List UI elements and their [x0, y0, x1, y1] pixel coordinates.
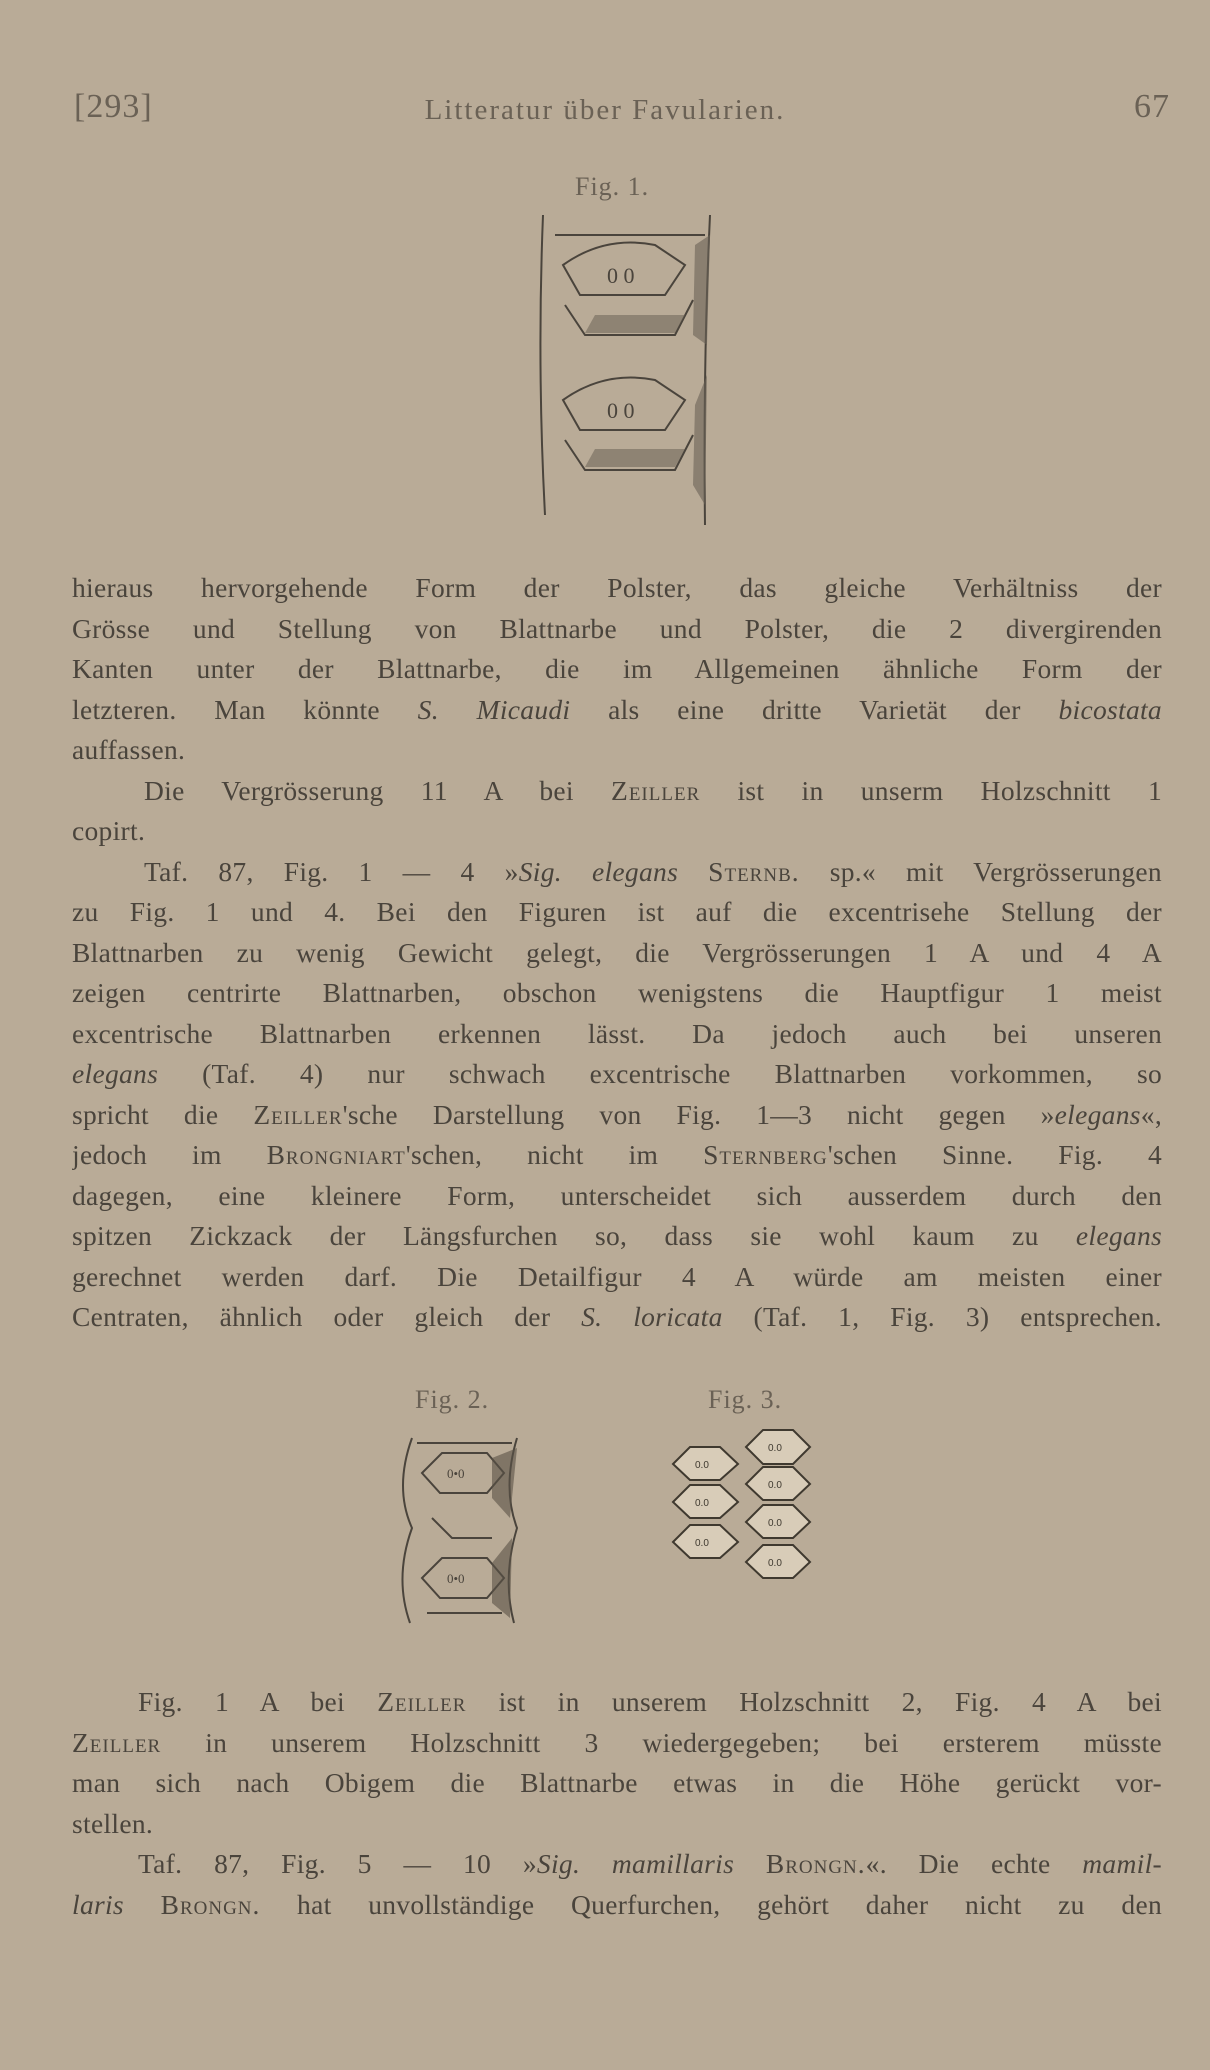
svg-text:0•0: 0•0	[447, 1466, 465, 1481]
text-line: Zeiller in unserem Holzschnitt 3 wiedergegeben; bei ersterem müsste	[72, 1726, 1162, 1758]
svg-text:0.0: 0.0	[768, 1480, 782, 1491]
svg-text:0.0: 0.0	[768, 1518, 782, 1529]
text-line: laris Brongn. hat unvollständige Querfurchen, gehört daher nicht zu den	[72, 1888, 1162, 1920]
figure-1-woodcut	[535, 205, 720, 540]
figure-2-caption: Fig. 2.	[415, 1385, 490, 1414]
figure-2-woodcut	[392, 1428, 532, 1633]
text-line: Taf. 87, Fig. 1 — 4 »Sig. elegans Sternb. sp.« mit Vergrösserungen	[144, 855, 1162, 887]
svg-text:0.0: 0.0	[695, 1460, 709, 1471]
text-line: jedoch im Brongniart'schen, nicht im Sternberg'schen Sinne. Fig. 4	[72, 1139, 1162, 1170]
text-line: stellen.	[72, 1807, 154, 1839]
text-line: Die Vergrösserung 11 A bei Zeiller ist in unserm Holzschnitt 1	[144, 774, 1162, 806]
text-line: zu Fig. 1 und 4. Bei den Figuren ist auf die excentrisehe Stellung der	[72, 896, 1162, 927]
page-reference: [293]	[74, 88, 153, 125]
figure-3-woodcut	[668, 1422, 838, 1597]
svg-text:0•0: 0•0	[447, 1571, 465, 1586]
svg-text:0 0: 0 0	[607, 398, 635, 423]
text-line: spricht die Zeiller'sche Darstellung von Fig. 1—3 nicht gegen »elegans«,	[72, 1098, 1162, 1130]
figure-1-caption: Fig. 1.	[575, 172, 650, 201]
svg-text:0 0: 0 0	[607, 263, 635, 288]
text-line: Fig. 1 A bei Zeiller ist in unserem Holzschnitt 2, Fig. 4 A bei	[138, 1686, 1162, 1717]
figure-3-caption: Fig. 3.	[708, 1385, 783, 1414]
text-line: man sich nach Obigem die Blattnarbe etwas in die Höhe gerückt vor-	[72, 1767, 1162, 1798]
text-line: spitzen Zickzack der Längsfurchen so, dass sie wohl kaum zu elegans	[72, 1220, 1162, 1251]
text-line: Blattnarben zu wenig Gewicht gelegt, die Vergrösserungen 1 A und 4 A	[72, 936, 1162, 968]
text-line: elegans (Taf. 4) nur schwach excentrische Blattnarben vorkommen, so	[72, 1058, 1162, 1089]
svg-text:0.0: 0.0	[695, 1538, 709, 1549]
svg-text:0.0: 0.0	[695, 1498, 709, 1509]
text-line: Centraten, ähnlich oder gleich der S. loricata (Taf. 1, Fig. 3) entsprechen.	[72, 1301, 1162, 1332]
text-line: hieraus hervorgehende Form der Polster, das gleiche Verhältniss der	[72, 572, 1162, 603]
text-line: Grösse und Stellung von Blattnarbe und Polster, die 2 divergirenden	[72, 612, 1162, 644]
text-line: gerechnet werden darf. Die Detailfigur 4 A würde am meisten einer	[72, 1260, 1162, 1292]
body-text-block-2	[72, 1682, 1162, 1925]
svg-text:0.0: 0.0	[768, 1443, 782, 1454]
text-line: zeigen centrirte Blattnarben, obschon wenigstens die Hauptfigur 1 meist	[72, 977, 1162, 1008]
text-line: letzteren. Man könnte S. Micaudi als eine dritte Varietät der bicostata	[72, 693, 1162, 725]
svg-text:0.0: 0.0	[768, 1558, 782, 1569]
page-number: 67	[1134, 88, 1170, 125]
text-line: Kanten unter der Blattnarbe, die im Allgemeinen ähnliche Form der	[72, 653, 1162, 684]
text-line: Taf. 87, Fig. 5 — 10 »Sig. mamillaris Brongn.«. Die echte mamil-	[138, 1848, 1162, 1879]
text-line: dagegen, eine kleinere Form, unterscheidet sich ausserdem durch den	[72, 1179, 1162, 1211]
text-line: excentrische Blattnarben erkennen lässt. Da jedoch auch bei unseren	[72, 1017, 1162, 1049]
running-title: Litteratur über Favularien.	[424, 94, 786, 126]
body-text-block-1	[72, 568, 1162, 1338]
text-line: auffassen.	[72, 734, 186, 765]
text-line: copirt.	[72, 815, 146, 846]
